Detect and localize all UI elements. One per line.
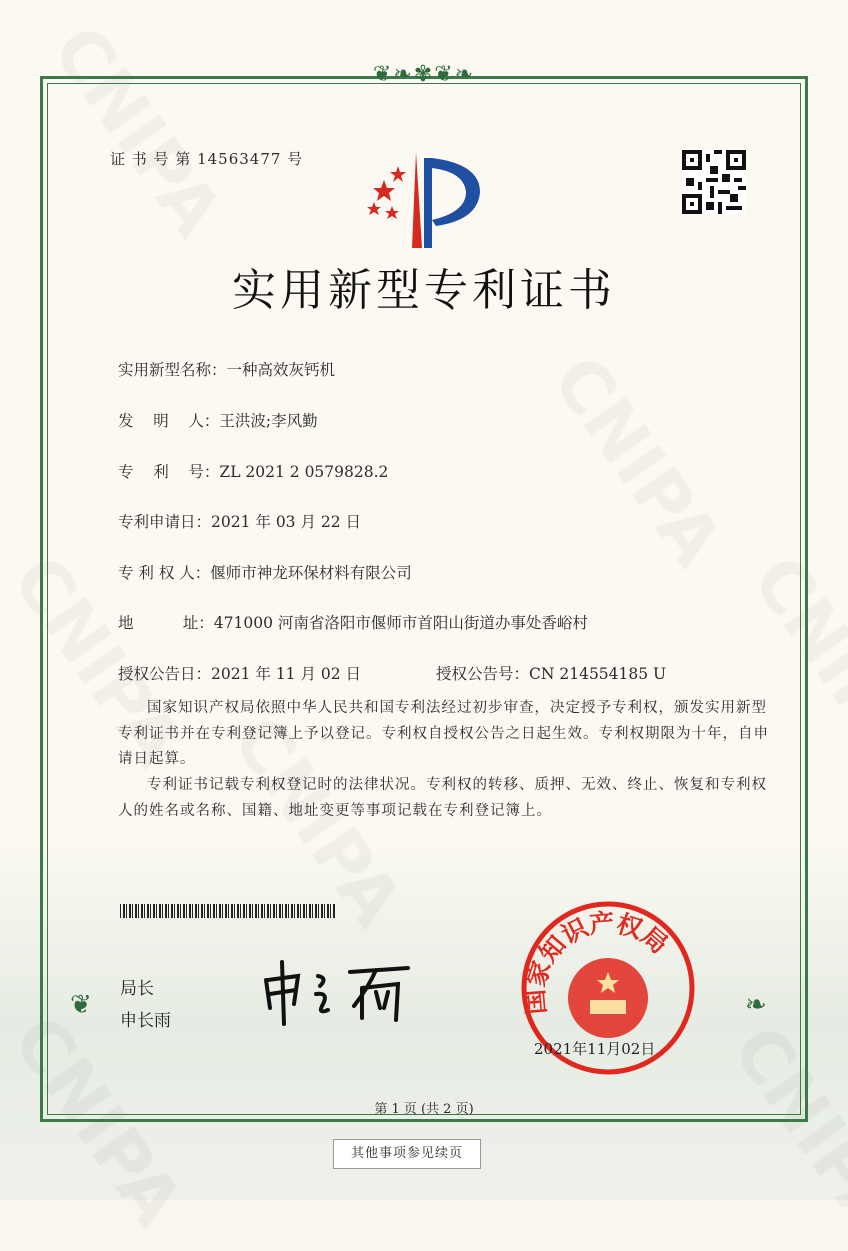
corner-ornament-icon: ❦ [70, 990, 94, 1020]
seal-date: 2021年11月02日 [534, 1040, 656, 1058]
page-number: 第 1 页 (共 2 页) [374, 1102, 474, 1117]
signature [258, 958, 438, 1028]
seal-text: 国家知识产权局 [520, 907, 674, 1016]
continue-note: 其他事项参见续页 [333, 1139, 481, 1169]
field-application-date: 专利申请日：2021 年 03 月 22 日 [118, 513, 362, 531]
page-title: 实用新型专利证书 [232, 265, 616, 316]
certificate-number: 证 书 号 第 14563477 号 [110, 150, 304, 168]
director-name: 申长雨 [120, 1011, 171, 1031]
qr-code [682, 150, 746, 214]
field-grant-date: 授权公告日：2021 年 11 月 02 日 [118, 665, 362, 683]
cnipa-logo-icon [362, 150, 488, 250]
top-ornament-icon: ❦❧✾❦❧ [372, 62, 476, 87]
corner-ornament-icon: ❧ [745, 990, 769, 1020]
field-utility-model-name: 实用新型名称：一种高效灰钙机 [118, 361, 336, 379]
field-patentee: 专 利 权 人：偃师市神龙环保材料有限公司 [118, 564, 412, 582]
paragraph: 专利证书记载专利权登记时的法律状况。专利权的转移、质押、无效、终止、恢复和专利权人的姓名或名称、国籍、地址变更等事项记载在专利登记簿上。 [118, 777, 767, 819]
field-announcement-number: 授权公告号：CN 214554185 U [436, 665, 667, 683]
paragraph: 国家知识产权局依照中华人民共和国专利法经过初步审查，决定授予专利权，颁发实用新型专利证书并在专利登记簿上予以登记。专利权自授权公告之日起生效。专利权期限为十年，自申请日起算。 [118, 700, 769, 767]
field-inventors: 发 明 人：王洪波;李风勤 [118, 412, 318, 430]
field-address: 地 址：471000 河南省洛阳市偃师市首阳山街道办事处香峪村 [118, 614, 588, 632]
field-patent-number: 专 利 号：ZL 2021 2 0579828.2 [118, 463, 389, 481]
director-title: 局长 [120, 979, 154, 999]
barcode [120, 904, 336, 918]
